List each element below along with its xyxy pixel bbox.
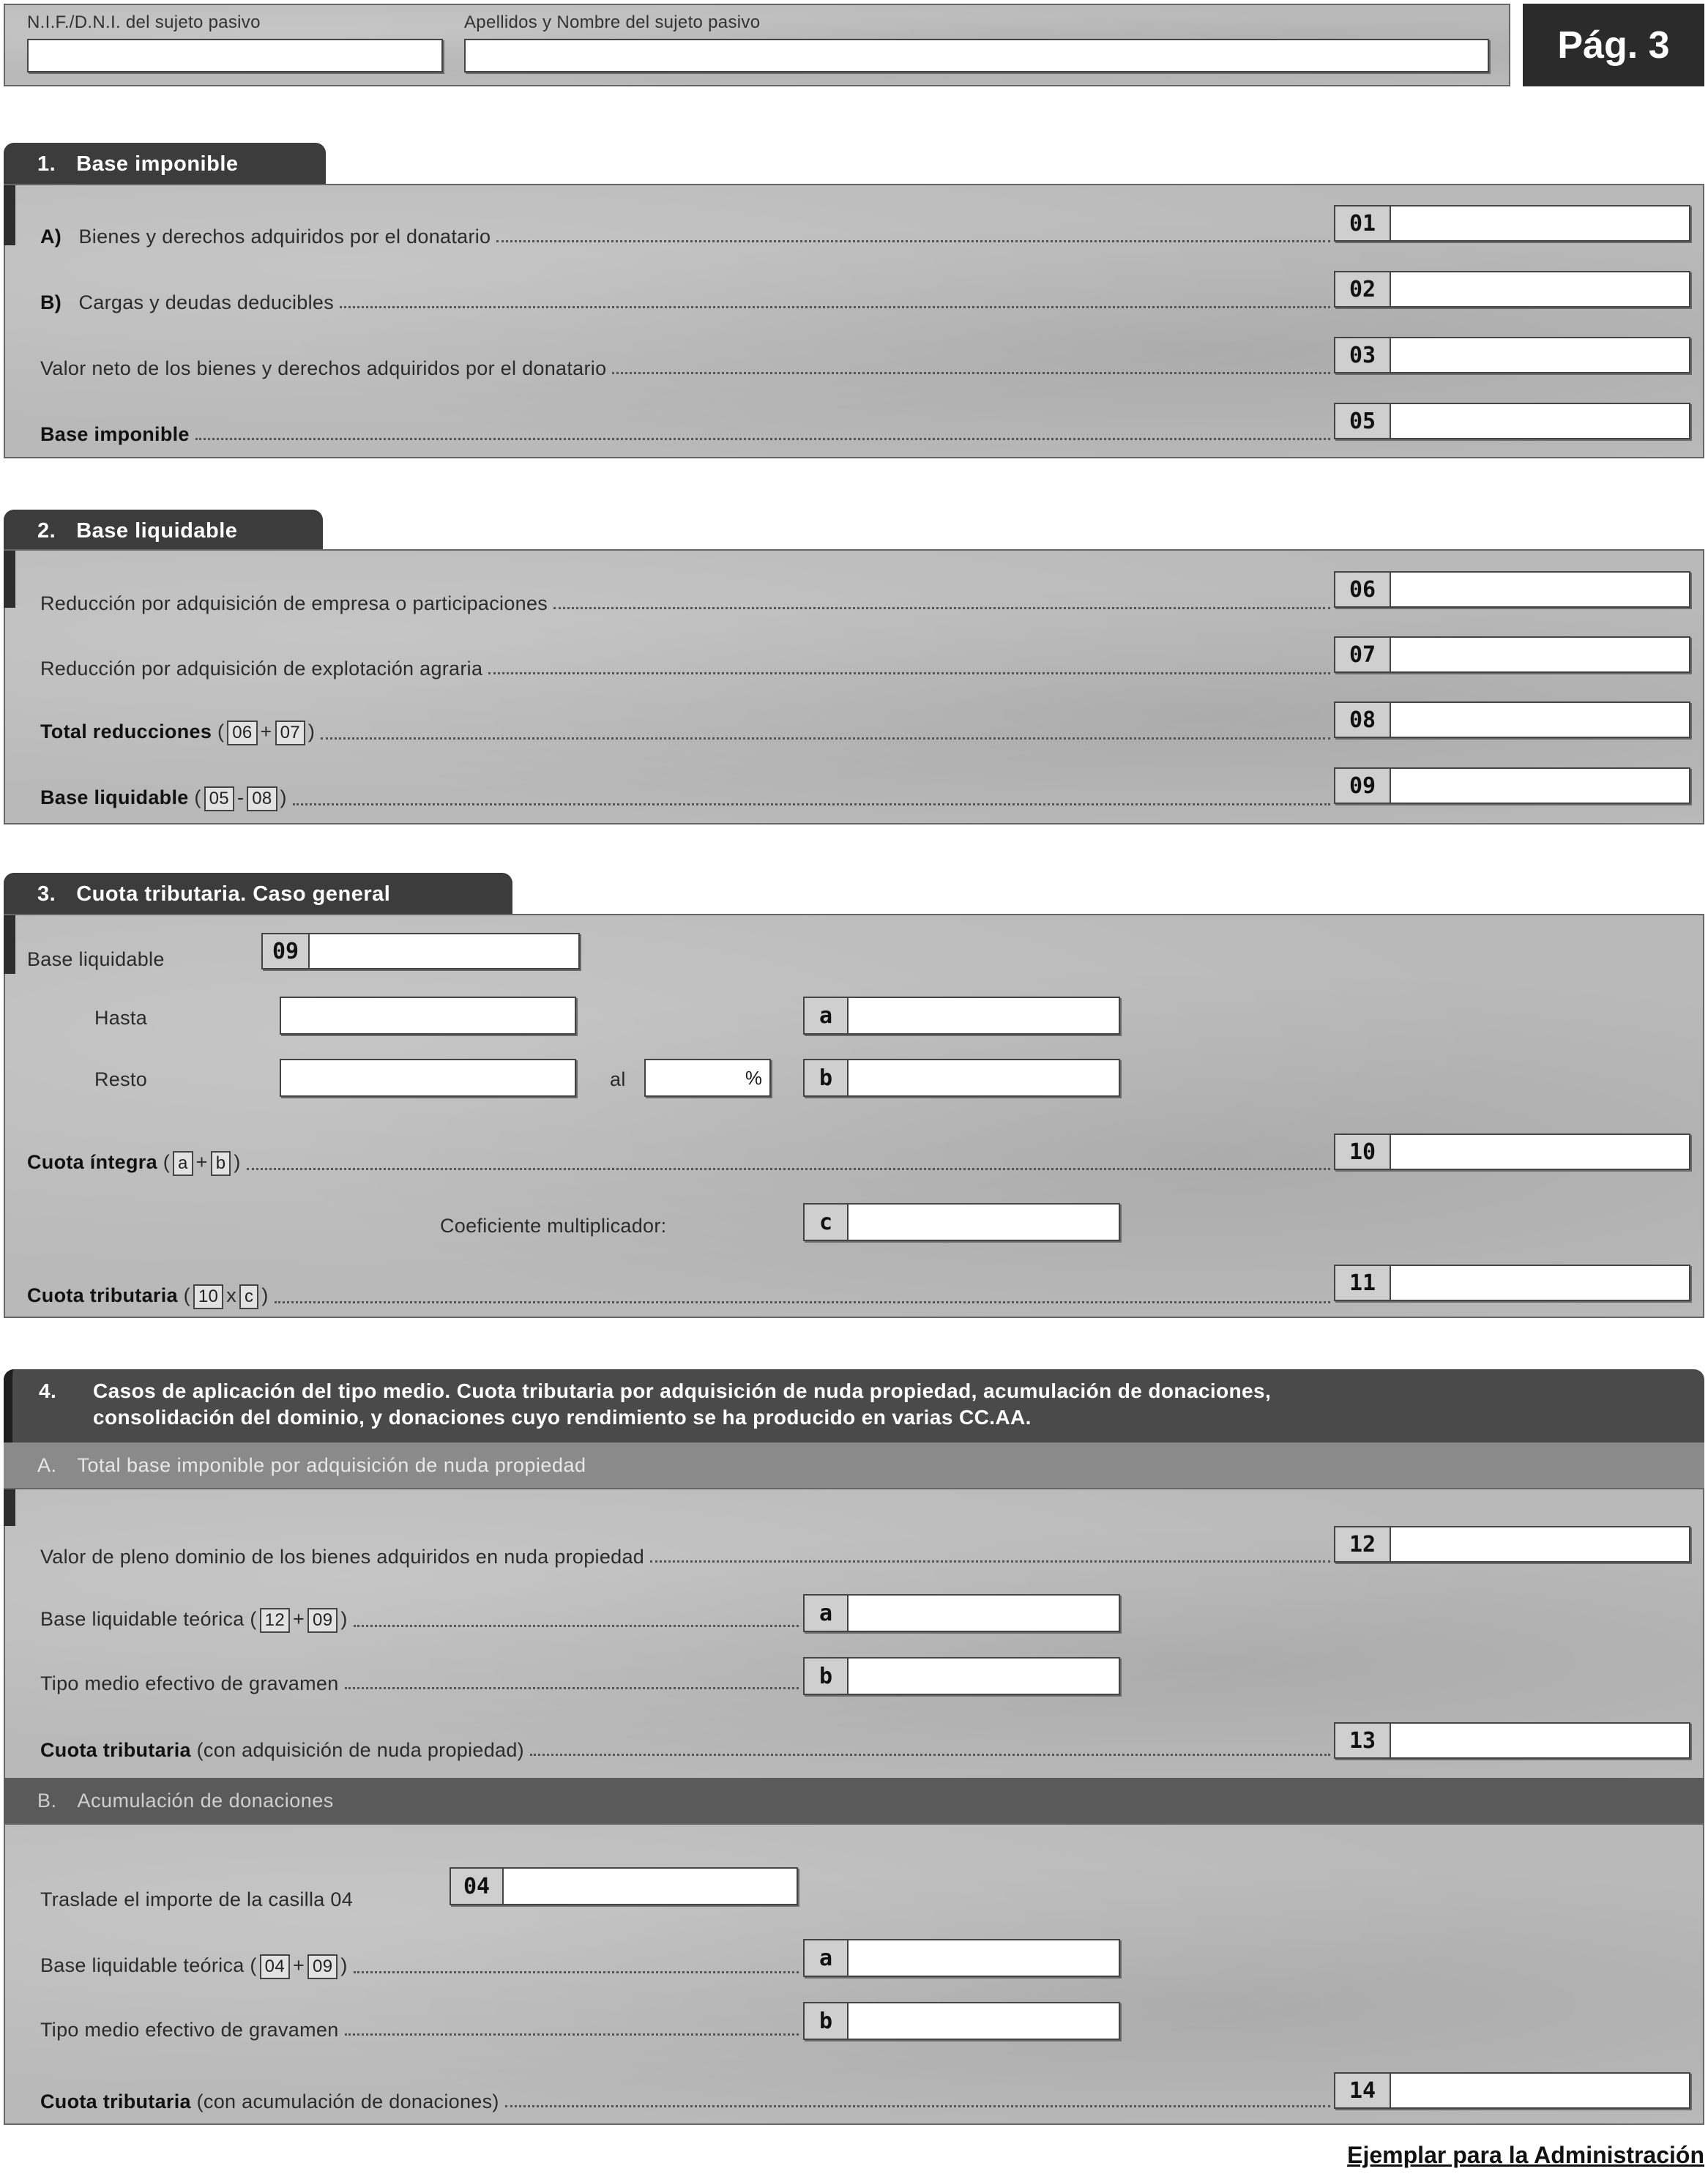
tipo-medio-label: Tipo medio efectivo de gravamen (40, 1672, 339, 1694)
ref-09: 09 (307, 1608, 338, 1633)
section-marker (4, 915, 15, 974)
row-05 (40, 412, 1338, 446)
leader-dots (340, 306, 1330, 308)
base-liquidable-label: Base liquidable (27, 948, 165, 970)
section-2-tab (4, 510, 323, 552)
hasta-label: Hasta (94, 1007, 148, 1029)
code-08: 08 (1335, 703, 1391, 737)
percent-field[interactable] (644, 1059, 771, 1097)
hasta-field[interactable] (280, 997, 576, 1035)
resto-field[interactable] (280, 1059, 576, 1097)
field-03-input[interactable] (1391, 338, 1689, 372)
leader-dots (650, 1560, 1330, 1563)
field-a-input[interactable] (849, 998, 1119, 1033)
ref-04: 04 (260, 1954, 290, 1979)
operator: + (195, 1151, 208, 1173)
leader-dots (275, 1301, 1330, 1303)
field-a-acumulacion-input[interactable] (849, 1940, 1119, 1976)
cuota-integra-label: Cuota íntegra (27, 1151, 157, 1173)
section-4-header (4, 1369, 1704, 1442)
row-a-teorica-b: Base liquidable teórica ( 04 + 09 ) (40, 1946, 806, 1979)
operator: + (292, 1608, 305, 1630)
field-06[interactable] (1334, 571, 1690, 608)
code-05: 05 (1335, 404, 1391, 438)
field-01[interactable] (1334, 205, 1690, 242)
ref-08: 08 (247, 786, 277, 811)
row-03 (40, 346, 1338, 380)
row-02-label: Cargas y deudas deducibles (78, 291, 335, 313)
percent-sign: % (745, 1066, 762, 1089)
subsection-a-panel (4, 1488, 1704, 1779)
tipo-medio-label: Tipo medio efectivo de gravamen (40, 2019, 339, 2041)
leader-dots (505, 2105, 1330, 2107)
row-07 (40, 647, 1338, 680)
leader-dots (293, 803, 1330, 805)
leader-dots (247, 1168, 1330, 1170)
section-4-title-line1: Casos de aplicación del tipo medio. Cuota tributaria por adquisición de nuda propiedad, acumulación de donaciones, (93, 1380, 1272, 1402)
code-06: 06 (1335, 573, 1391, 606)
field-09[interactable] (1334, 767, 1690, 804)
ref-12: 12 (260, 1608, 290, 1633)
field-02[interactable] (1334, 271, 1690, 308)
row-06 (40, 581, 1338, 615)
field-b-acumulacion[interactable] (803, 2002, 1120, 2040)
leader-dots (321, 737, 1330, 740)
field-14[interactable] (1334, 2072, 1690, 2109)
code-09: 09 (1335, 769, 1391, 803)
section-3-panel (4, 914, 1704, 1318)
code-04: 04 (451, 1869, 504, 1904)
field-11-input[interactable] (1391, 1266, 1689, 1300)
operator: - (236, 786, 245, 808)
copy-label: Ejemplar para la Administración (1347, 2142, 1704, 2168)
leader-dots (354, 1971, 799, 1973)
nif-field[interactable] (27, 39, 443, 72)
row-a-teorica: Base liquidable teórica ( 12 + 09 ) (40, 1599, 806, 1633)
field-04[interactable] (450, 1867, 798, 1905)
field-b-tipo[interactable] (803, 1657, 1120, 1695)
subsection-a-header (4, 1442, 1704, 1488)
field-03[interactable] (1334, 337, 1690, 373)
row-12 (40, 1535, 1338, 1568)
row-10: Cuota íntegra ( a + b ) (27, 1142, 1338, 1176)
cuota-tributaria-label: Cuota tributaria (27, 1284, 178, 1306)
row-09: Base liquidable ( 05 - 08 ) (40, 778, 1338, 811)
code-09: 09 (263, 934, 310, 968)
code-b: b (805, 1659, 849, 1694)
ref-05: 05 (204, 786, 234, 811)
name-label: Apellidos y Nombre del sujeto pasivo (464, 12, 761, 32)
base-teorica-label: Base liquidable teórica (40, 1954, 245, 1976)
field-06-input[interactable] (1391, 573, 1689, 606)
ref-10: 10 (193, 1284, 223, 1309)
field-08-input[interactable] (1391, 703, 1689, 737)
field-a-teorica-input[interactable] (849, 1596, 1119, 1631)
row-02-prefix: B) (40, 291, 62, 313)
section-marker (4, 185, 15, 245)
field-b-input[interactable] (849, 1060, 1119, 1095)
code-07: 07 (1335, 638, 1391, 671)
field-a-acumulacion[interactable] (803, 1939, 1120, 1977)
leader-dots (488, 672, 1330, 674)
code-b: b (805, 1060, 849, 1095)
row-12-label: Valor de pleno dominio de los bienes adquiridos en nuda propiedad (40, 1546, 645, 1568)
row-13 (40, 1728, 1338, 1762)
section-3-tab (4, 873, 512, 915)
name-field[interactable] (464, 39, 1489, 72)
field-13-input[interactable] (1391, 1724, 1689, 1757)
code-c: c (805, 1205, 849, 1240)
section-1-tab (4, 143, 326, 185)
code-12: 12 (1335, 1527, 1391, 1561)
code-a: a (805, 998, 849, 1033)
section-2-number: 2. (37, 518, 56, 543)
code-02: 02 (1335, 272, 1391, 306)
ref-07: 07 (275, 721, 305, 745)
row-06-label: Reducción por adquisición de empresa o participaciones (40, 592, 548, 614)
row-01-prefix: A) (40, 226, 62, 247)
field-12[interactable] (1334, 1526, 1690, 1563)
field-14-input[interactable] (1391, 2074, 1689, 2107)
section-2-title: Base liquidable (76, 518, 238, 543)
field-07[interactable] (1334, 636, 1690, 673)
coef-label: Coeficiente multiplicador: (440, 1215, 667, 1237)
field-c[interactable] (803, 1203, 1120, 1241)
field-05[interactable] (1334, 403, 1690, 439)
ref-a: a (173, 1151, 193, 1176)
subsection-b-header (4, 1778, 1704, 1823)
page-number: Pág. 3 (1523, 4, 1704, 86)
row-14-label-bold: Cuota tributaria (40, 2091, 191, 2112)
ref-09: 09 (307, 1954, 338, 1979)
section-4-title-line2: consolidación del dominio, y donaciones cuyo rendimiento se ha producido en varias CC.AA. (93, 1406, 1032, 1429)
field-10-input[interactable] (1391, 1135, 1689, 1169)
field-05-input[interactable] (1391, 404, 1689, 438)
field-13[interactable] (1334, 1722, 1690, 1759)
section-marker (4, 551, 15, 608)
code-01: 01 (1335, 206, 1391, 240)
field-b-acumulacion-input[interactable] (849, 2003, 1119, 2039)
field-01-input[interactable] (1391, 206, 1689, 240)
ref-06: 06 (227, 721, 257, 745)
operator: x (226, 1284, 237, 1306)
row-09-label: Base liquidable (40, 786, 189, 808)
section-4-number: 4. (39, 1380, 57, 1402)
section-3-title: Cuota tributaria. Caso general (76, 882, 391, 906)
row-14 (40, 2080, 1338, 2113)
leader-dots (496, 240, 1330, 242)
field-09-general-input[interactable] (310, 934, 578, 968)
ref-c: c (239, 1284, 258, 1309)
row-07-label: Reducción por adquisición de explotación agraria (40, 658, 483, 680)
leader-dots (530, 1754, 1330, 1756)
row-13-label-bold: Cuota tributaria (40, 1739, 191, 1761)
row-08-label: Total reducciones (40, 721, 212, 742)
row-14-label-rest: (con acumulación de donaciones) (196, 2091, 499, 2112)
row-04-traslade (40, 1877, 353, 1911)
field-07-input[interactable] (1391, 638, 1689, 671)
row-01 (40, 215, 1338, 248)
code-14: 14 (1335, 2074, 1391, 2107)
leader-dots (345, 1687, 799, 1689)
row-b-tipo (40, 1661, 806, 1695)
subsection-a-letter: A. (37, 1453, 57, 1476)
field-c-input[interactable] (849, 1205, 1119, 1240)
resto-label: Resto (94, 1068, 148, 1090)
nif-label: N.I.F./D.N.I. del sujeto pasivo (27, 12, 261, 32)
code-a: a (805, 1940, 849, 1976)
al-label: al (610, 1068, 626, 1090)
operator: + (292, 1954, 305, 1976)
section-1-panel (4, 184, 1704, 458)
base-teorica-label: Base liquidable teórica (40, 1608, 245, 1630)
subsection-b-title: Acumulación de donaciones (77, 1789, 334, 1812)
section-1-title: Base imponible (76, 152, 239, 176)
field-a-teorica[interactable] (803, 1594, 1120, 1632)
subsection-a-title: Total base imponible por adquisición de nuda propiedad (77, 1453, 586, 1476)
row-01-label: Bienes y derechos adquiridos por el donatario (78, 226, 491, 247)
row-13-label-rest: (con adquisición de nuda propiedad) (196, 1739, 524, 1761)
row-08: Total reducciones ( 06 + 07 ) (40, 712, 1338, 745)
field-09-input[interactable] (1391, 769, 1689, 803)
leader-dots (354, 1625, 799, 1627)
subsection-b-letter: B. (37, 1789, 57, 1812)
row-02 (40, 280, 1338, 314)
code-13: 13 (1335, 1724, 1391, 1757)
field-a[interactable] (803, 997, 1120, 1035)
field-02-input[interactable] (1391, 272, 1689, 306)
section-marker (4, 1489, 15, 1526)
ref-b: b (211, 1151, 231, 1176)
row-05-label: Base imponible (40, 423, 190, 445)
row-11: Cuota tributaria ( 10 x c ) (27, 1276, 1338, 1309)
code-10: 10 (1335, 1135, 1391, 1169)
leader-dots (612, 372, 1330, 374)
field-b-tipo-input[interactable] (849, 1659, 1119, 1694)
field-04-input[interactable] (504, 1869, 797, 1904)
traslade-label: Traslade el importe de la casilla 04 (40, 1888, 354, 1910)
code-b: b (805, 2003, 849, 2039)
leader-dots (553, 607, 1330, 609)
taxpayer-header (4, 4, 1510, 86)
field-10[interactable] (1334, 1133, 1690, 1170)
code-03: 03 (1335, 338, 1391, 372)
section-2-panel (4, 549, 1704, 824)
field-12-input[interactable] (1391, 1527, 1689, 1561)
field-11[interactable] (1334, 1265, 1690, 1301)
code-a: a (805, 1596, 849, 1631)
row-03-label: Valor neto de los bienes y derechos adquiridos por el donatario (40, 357, 607, 379)
code-11: 11 (1335, 1266, 1391, 1300)
subsection-b-panel (4, 1823, 1704, 2125)
field-09-general[interactable] (261, 933, 580, 969)
leader-dots (345, 2033, 799, 2036)
row-b-tipo-b (40, 2008, 806, 2041)
section-1-number: 1. (37, 152, 56, 176)
section-3-number: 3. (37, 882, 56, 906)
field-b[interactable] (803, 1059, 1120, 1097)
leader-dots (195, 438, 1330, 440)
operator: + (260, 721, 272, 742)
field-08[interactable] (1334, 701, 1690, 738)
